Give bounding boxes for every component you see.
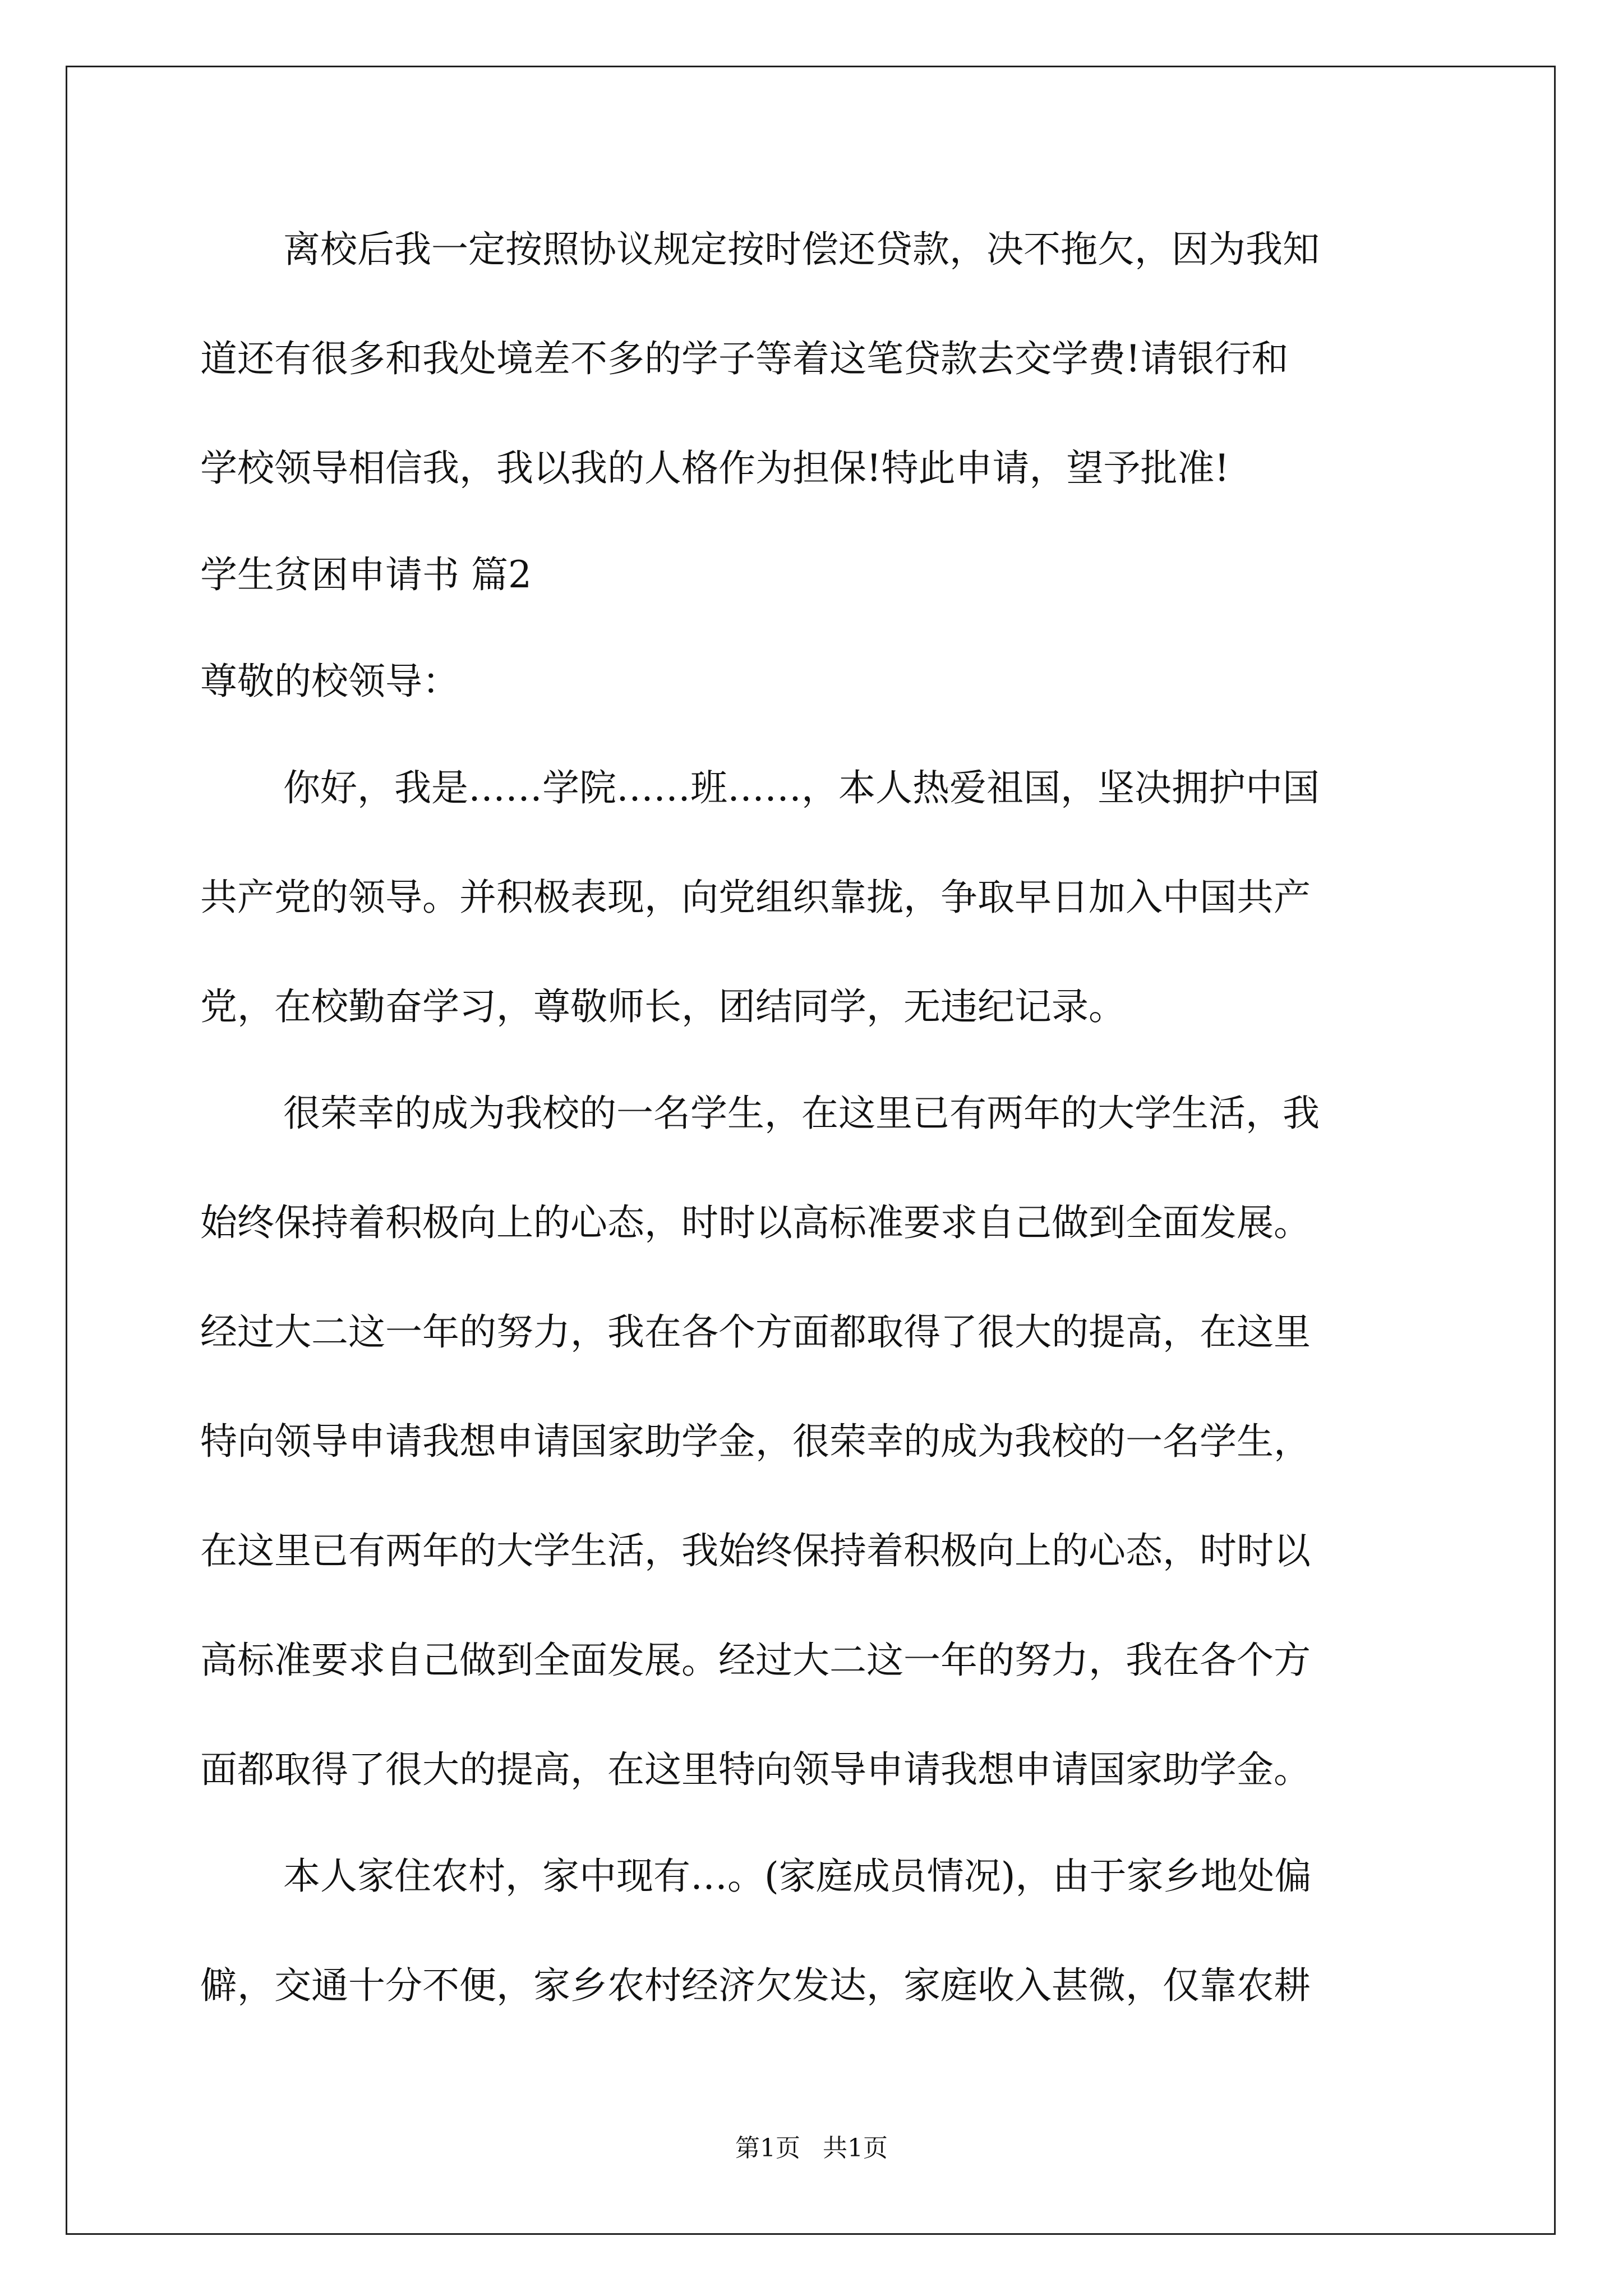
- paragraph-line: 本人家住农村，家中现有…。(家庭成员情况)，由于家乡地处偏: [283, 1855, 1312, 1898]
- page-number: 第1页: [735, 2134, 800, 2162]
- paragraph-line: 在这里已有两年的大学生活，我始终保持着积极向上的心态，时时以: [200, 1529, 1311, 1572]
- page-border: [66, 66, 1556, 2235]
- paragraph-line: 你好，我是……学院……班……，本人热爱祖国，坚决拥护中国: [283, 766, 1320, 809]
- paragraph-line: 特向领导申请我想申请国家助学金，很荣幸的成为我校的一名学生，: [200, 1420, 1311, 1463]
- paragraph-line: 离校后我一定按照协议规定按时偿还贷款，决不拖欠，因为我知: [283, 228, 1320, 271]
- page-footer: [0, 2132, 1623, 2165]
- page-total: 共1页: [823, 2134, 888, 2162]
- paragraph-line: 高标准要求自己做到全面发展。经过大二这一年的努力，我在各个方: [200, 1639, 1311, 1682]
- paragraph-line: 学校领导相信我，我以我的人格作为担保!特此申请，望予批准!: [200, 447, 1230, 490]
- paragraph-line: 僻，交通十分不便，家乡农村经济欠发达，家庭收入甚微，仅靠农耕: [200, 1964, 1311, 2007]
- paragraph-line: 很荣幸的成为我校的一名学生，在这里已有两年的大学生活，我: [283, 1092, 1320, 1135]
- paragraph-line: 始终保持着积极向上的心态，时时以高标准要求自己做到全面发展。: [200, 1201, 1311, 1244]
- paragraph-line: 面都取得了很大的提高，在这里特向领导申请我想申请国家助学金。: [200, 1748, 1311, 1791]
- paragraph-line: 道还有很多和我处境差不多的学子等着这笔贷款去交学费!请银行和: [200, 337, 1289, 380]
- salutation: 尊敬的校领导：: [200, 660, 459, 703]
- paragraph-line: 经过大二这一年的努力，我在各个方面都取得了很大的提高，在这里: [200, 1310, 1311, 1354]
- paragraph-line: 共产党的领导。并积极表现，向党组织靠拢，争取早日加入中国共产: [200, 876, 1311, 919]
- paragraph-line: 党，在校勤奋学习，尊敬师长，团结同学，无违纪记录。: [200, 985, 1126, 1028]
- section-heading: 学生贫困申请书 篇2: [200, 553, 532, 596]
